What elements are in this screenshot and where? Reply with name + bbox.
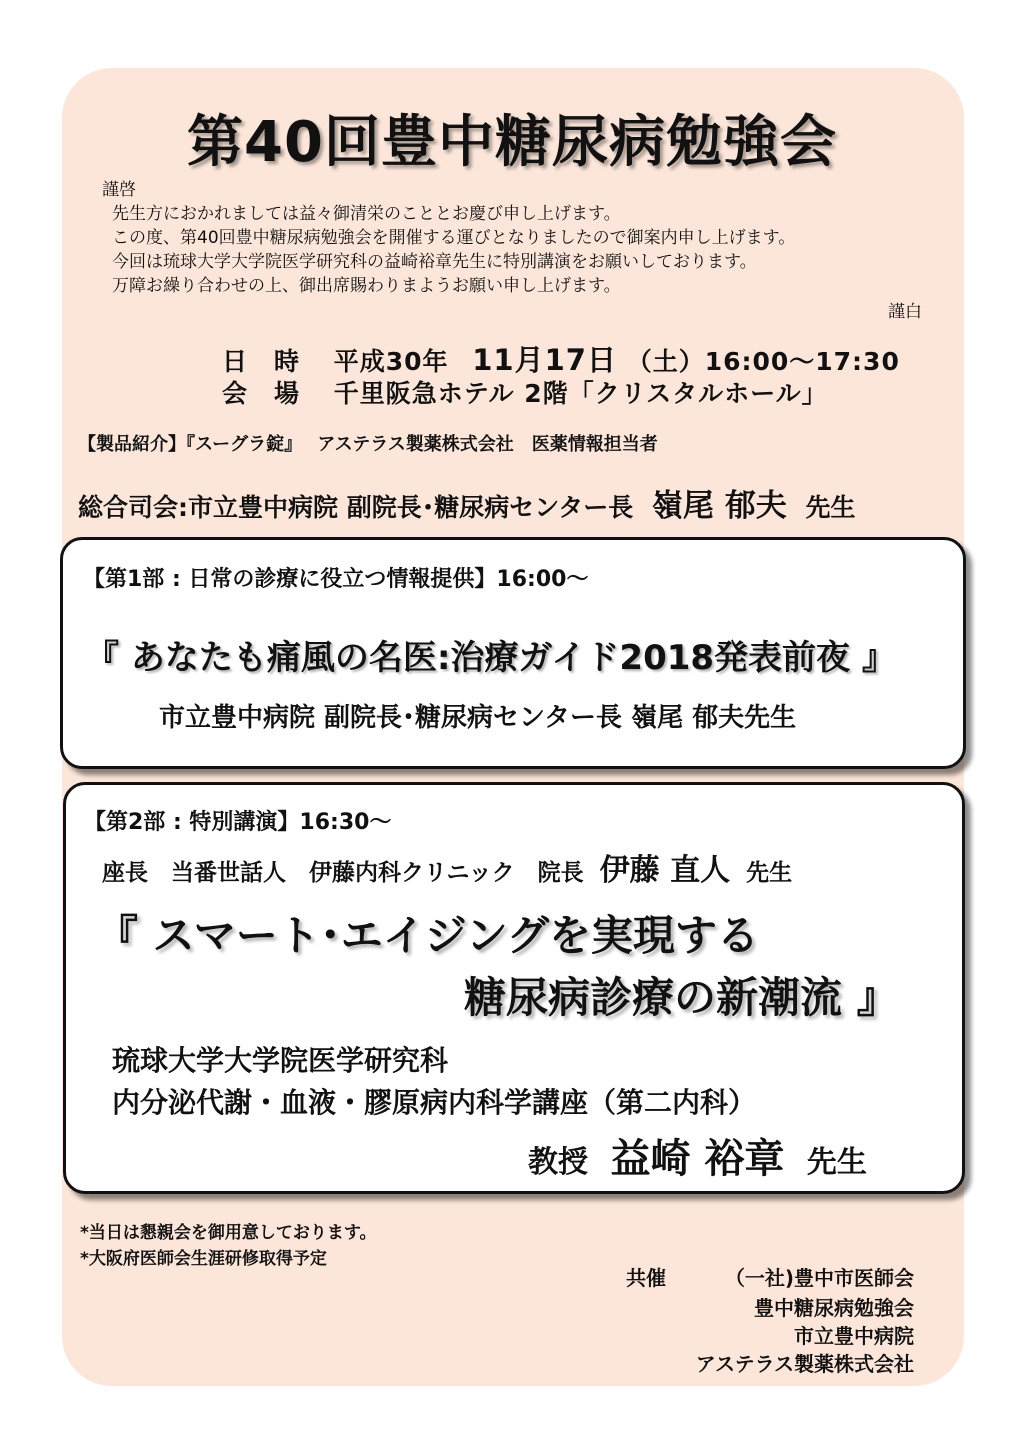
chair-honorific: 先生 [746, 860, 793, 886]
note-credits: *大阪府医師会生涯研修取得予定 [80, 1249, 327, 1269]
event-date-row [222, 338, 900, 379]
product-intro: 【製品紹介】『スーグラ錠』 アステラス製薬株式会社 医薬情報担当者 [78, 434, 658, 455]
part1-speaker: 市立豊中病院 副院長･糖尿病センター長 嶺尾 郁夫先生 [159, 703, 797, 733]
event-venue-row [222, 374, 828, 410]
part1-talk-title: 『 あなたも痛風の名医:治療ガイド2018発表前夜 』 [85, 638, 896, 678]
date-label: 日 時 [222, 347, 301, 376]
part2-talk-title-line2: 糖尿病診療の新潮流 』 [464, 973, 899, 1022]
date-suffix: （土）16:00〜17:30 [626, 347, 900, 376]
cosponsor-org: 豊中糖尿病勉強会 [754, 1296, 914, 1320]
part2-chair [102, 845, 792, 889]
greeting-line: 万障お繰り合わせの上、御出席賜わりまようお願い申し上げます。 [112, 276, 621, 296]
greeting-line: 先生方におかれましては益々御清栄のこととお慶び申し上げます。 [112, 204, 621, 224]
cosponsor-org: アステラス製薬株式会社 [695, 1352, 914, 1376]
special-speaker [528, 1127, 867, 1184]
greeting-line: 今回は琉球大学大学院医学研究科の益崎裕章先生に特別講演をお願いしております。 [112, 252, 757, 272]
part1-box [60, 537, 966, 769]
speaker-department: 内分泌代謝・血液・膠原病内科学講座（第二内科） [112, 1086, 757, 1119]
cosponsor-label: 共催 [626, 1266, 666, 1290]
note-reception: *当日は懇親会を御用意しております。 [80, 1223, 377, 1243]
speaker-name: 益崎 裕章 [610, 1136, 785, 1182]
date-main: 11月17日 [472, 343, 617, 377]
date-prefix: 平成30年 [333, 347, 449, 376]
speaker-affiliation: 琉球大学大学院医学研究科 [112, 1044, 449, 1077]
greeting-line: この度、第40回豊中糖尿病勉強会を開催する運びとなりましたので御案内申し上げます。 [112, 228, 796, 248]
cosponsor-org: 市立豊中病院 [794, 1324, 914, 1348]
part1-heading: 【第1部 : 日常の診療に役立つ情報提供】16:00〜 [83, 567, 589, 592]
mc-name: 嶺尾 郁夫 [651, 488, 787, 524]
chair-name: 伊藤 直人 [599, 853, 731, 888]
speaker-title: 教授 [528, 1145, 588, 1180]
part2-heading: 【第2部 : 特別講演】16:30〜 [84, 810, 392, 835]
chair-label: 座長 当番世話人 伊藤内科クリニック 院長 [102, 860, 584, 886]
mc-label: 総合司会:市立豊中病院 副院長･糖尿病センター長 [78, 493, 634, 522]
greeting-opening: 謹啓 [102, 180, 136, 200]
cosponsor-org: （一社)豊中市医師会 [724, 1266, 914, 1290]
venue-label: 会 場 [222, 379, 301, 408]
greeting-closing: 謹白 [888, 302, 922, 322]
part2-box [63, 782, 965, 1194]
venue-text: 千里阪急ホテル 2階「クリスタルホール」 [333, 379, 828, 408]
mc-honorific: 先生 [805, 493, 856, 522]
speaker-honorific: 先生 [806, 1145, 867, 1180]
part2-talk-title-line1: 『 スマート･エイジングを実現する [96, 911, 759, 960]
page-title: 第40回豊中糖尿病勉強会 [187, 110, 837, 175]
master-of-ceremonies [78, 480, 855, 525]
